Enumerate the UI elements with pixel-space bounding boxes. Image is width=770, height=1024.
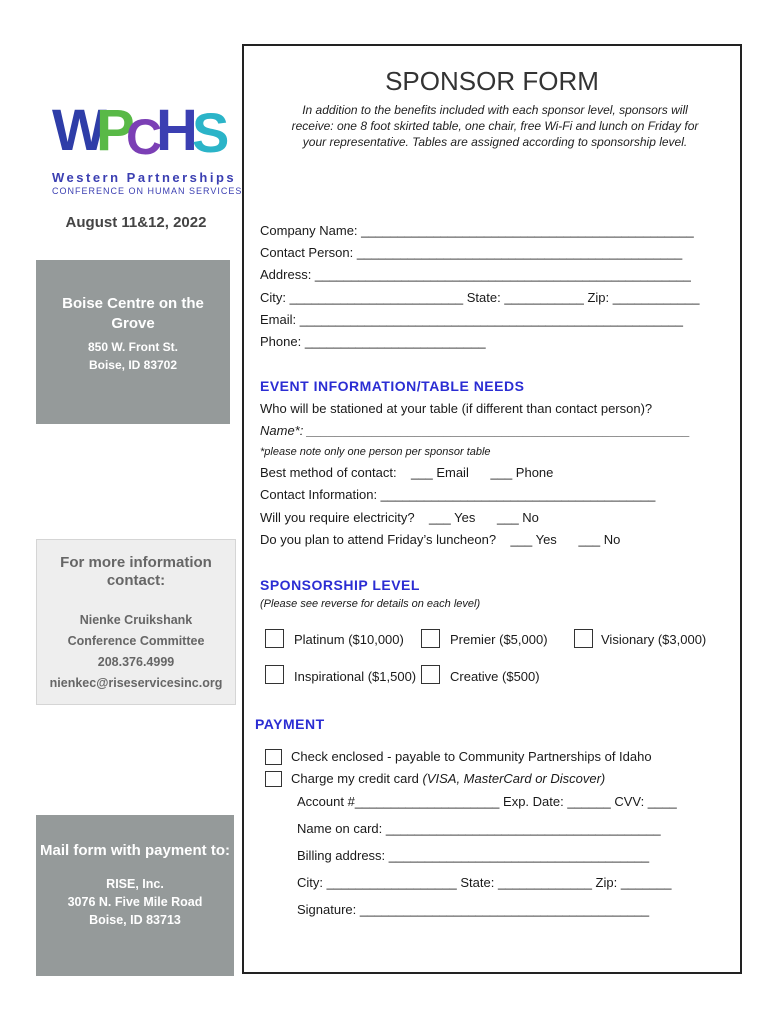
- table-question: Who will be stationed at your table (if different than contact person)?: [260, 401, 653, 416]
- contact-email[interactable]: nienkec@riseservicesinc.org: [49, 676, 223, 690]
- electricity-field[interactable]: Will you require electricity? ___ Yes ___ No: [260, 510, 539, 525]
- svg-text:S: S: [192, 101, 224, 160]
- wpchs-logo: [48, 100, 243, 196]
- account-field[interactable]: Account #____________________ Exp. Date: ______ CVV: ____: [297, 794, 677, 809]
- contact-role: Conference Committee: [67, 634, 205, 648]
- more-info-box: [36, 539, 236, 705]
- sponsorship-note: (Please see reverse for details on each level): [260, 598, 481, 610]
- credit-card-types: (VISA, MasterCard or Discover): [422, 771, 606, 786]
- check-enclosed-label: Check enclosed - payable to Community Partnerships of Idaho: [291, 749, 652, 764]
- form-intro: In addition to the benefits included with each sponsor level, sponsors will receive: one 8 foot skirted table, one chair, free Wi-Fi and lunch on Friday for your representative. Tables are assigned according to sponsorship level.: [291, 103, 699, 149]
- email-field[interactable]: Email: _____________________________________________________: [260, 312, 683, 327]
- payment-section-title: PAYMENT: [255, 716, 325, 732]
- creative-label: Creative ($500): [450, 669, 540, 684]
- contact-name: Nienke Cruikshank: [79, 613, 193, 627]
- event-section-title: EVENT INFORMATION/TABLE NEEDS: [260, 378, 525, 394]
- table-note: *please note only one person per sponsor table: [260, 446, 491, 458]
- visionary-label: Visionary ($3,000): [601, 632, 707, 647]
- credit-card-checkbox[interactable]: [265, 771, 282, 787]
- mail-city: Boise, ID 83713: [89, 913, 181, 927]
- credit-card-prefix: Charge my credit card: [291, 771, 423, 786]
- sponsorship-section-title: SPONSORSHIP LEVEL: [260, 577, 420, 593]
- logo-letters-graphic: [52, 100, 232, 160]
- venue-city: Boise, ID 83702: [88, 358, 178, 372]
- signature-field[interactable]: Signature: ________________________________________: [297, 902, 650, 917]
- credit-card-label: [291, 771, 605, 786]
- event-date: August 11&12, 2022: [65, 214, 207, 231]
- svg-text:W: W: [52, 100, 101, 160]
- premier-label: Premier ($5,000): [450, 632, 548, 647]
- mail-box: [36, 815, 234, 976]
- venue-box: [36, 260, 230, 424]
- inspirational-label: Inspirational ($1,500): [294, 669, 417, 684]
- table-name-field[interactable]: Name*: _____________________________________________________: [260, 423, 691, 438]
- svg-text:P: P: [96, 100, 129, 160]
- mail-street: 3076 N. Five Mile Road: [67, 895, 203, 909]
- billing-address-field[interactable]: Billing address: ____________________________________: [297, 848, 650, 863]
- luncheon-field[interactable]: Do you plan to attend Friday’s luncheon? ___ Yes ___ No: [260, 532, 621, 547]
- premier-checkbox[interactable]: [421, 629, 440, 648]
- logo-name: Western Partnerships: [52, 170, 237, 185]
- platinum-label: Platinum ($10,000): [294, 632, 404, 647]
- contact-phone: 208.376.4999: [97, 655, 175, 669]
- billing-city-state-zip-field[interactable]: City: __________________ State: _____________ Zip: _______: [297, 875, 672, 890]
- contact-person-field[interactable]: Contact Person: _____________________________________________: [260, 245, 683, 260]
- city-state-zip-field[interactable]: City: ________________________ State: ___________ Zip: ____________: [260, 290, 700, 305]
- check-enclosed-checkbox[interactable]: [265, 749, 282, 765]
- contact-method-field[interactable]: Best method of contact: ___ Email ___ Phone: [260, 465, 554, 480]
- mail-org: RISE, Inc.: [106, 877, 164, 891]
- phone-field[interactable]: Phone: _________________________: [260, 334, 486, 349]
- logo-subtitle: CONFERENCE ON HUMAN SERVICES: [52, 186, 243, 196]
- more-info-title: For more information contact:: [60, 554, 212, 589]
- venue-title: Boise Centre on the Grove: [62, 295, 204, 332]
- contact-info-field[interactable]: Contact Information: ______________________________________: [260, 487, 656, 502]
- mail-title: Mail form with payment to:: [39, 842, 230, 859]
- address-field[interactable]: Address: ____________________________________________________: [260, 267, 691, 282]
- name-on-card-field[interactable]: Name on card: ______________________________________: [297, 821, 661, 836]
- platinum-checkbox[interactable]: [265, 629, 284, 648]
- inspirational-checkbox[interactable]: [265, 665, 284, 684]
- svg-text:C: C: [126, 109, 157, 160]
- company-name-field[interactable]: Company Name: ______________________________________________: [260, 223, 694, 238]
- creative-checkbox[interactable]: [421, 665, 440, 684]
- venue-street: 850 W. Front St.: [87, 340, 178, 354]
- visionary-checkbox[interactable]: [574, 629, 593, 648]
- form-title: SPONSOR FORM: [385, 66, 599, 96]
- svg-text:H: H: [156, 100, 192, 160]
